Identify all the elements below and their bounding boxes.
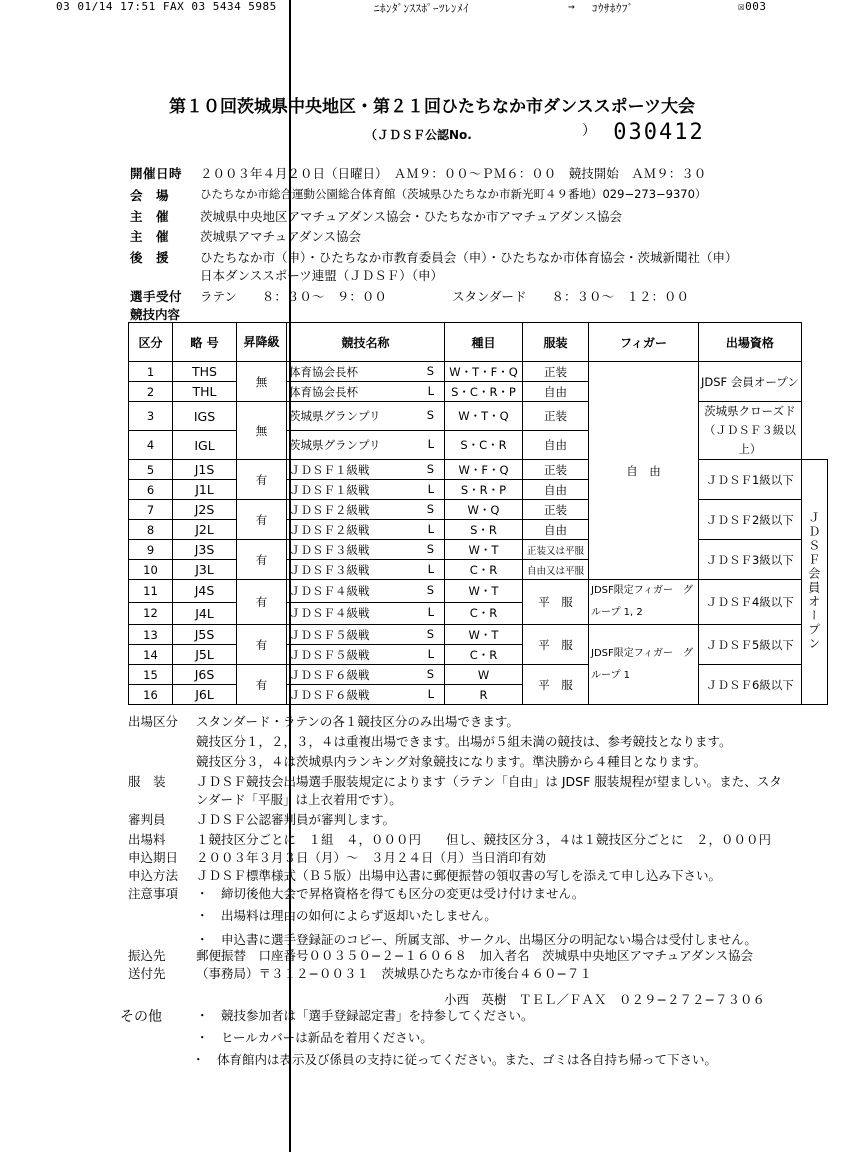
table-row [129, 625, 828, 645]
info-label: 主 催 [130, 209, 170, 224]
cell-code: J4S [173, 580, 237, 603]
info-value: ひたちなか市（申）・ひたちなか市教育委員会（申）・ひたちなか市体育協会・茨城新聞社（申） [200, 250, 738, 265]
side-gap [801, 323, 827, 362]
cell-name-text: ＪＤＳＦ２級戦 [289, 522, 370, 537]
cell-dress: 正装 [523, 402, 589, 431]
fax-sender: ﾆﾎﾝﾀﾞﾝｽｽﾎﾟｰﾂﾚﾝﾒｲ [374, 2, 469, 15]
cell-grade: 無 [237, 362, 287, 402]
cell-name [287, 520, 445, 540]
cell-name-text: ＪＤＳＦ６級戦 [289, 667, 370, 682]
cell-qualification: ＪＤＳＦ2級以下 [699, 500, 802, 540]
info-row [0, 207, 864, 225]
note-label: 注意事項 [128, 886, 179, 901]
header-code: 略 号 [173, 323, 237, 362]
cell-name [287, 602, 445, 625]
cell-name-text: ＪＤＳＦ５級戦 [289, 647, 370, 662]
page-title: 第１０回茨城県中央地区・第２１回ひたちなか市ダンススポーツ大会 [169, 97, 695, 117]
cell-name-text: ＪＤＳＦ２級戦 [289, 502, 370, 517]
cell-grade: 有 [237, 665, 287, 705]
note-line: ・ 締切後他大会で昇格資格を得ても区分の変更は受け付けません。 [196, 886, 585, 901]
cell-no: 6 [129, 480, 173, 500]
info-label: 後 援 [130, 250, 170, 265]
info-row [0, 248, 864, 266]
info-value: 茨城県アマチュアダンス協会 [200, 229, 362, 244]
side-note [801, 460, 827, 705]
fax-page: ☒003 [738, 0, 767, 13]
note-line: ・ 出場料は理由の如何によらず返却いたしません。 [196, 908, 497, 923]
fax-recipient: ｺｳｻﾎｳﾌﾞ [592, 2, 634, 15]
note-line: （事務局）〒３１２−００３１ 茨城県ひたちなか市後台４６０−７１ [196, 966, 592, 981]
cell-name-text: ＪＤＳＦ４級戦 [289, 606, 370, 621]
cell-name-text: ＪＤＳＦ６級戦 [289, 687, 370, 702]
cell-type: S [426, 626, 434, 641]
cell-name-text: ＪＤＳＦ３級戦 [289, 562, 370, 577]
header-grade: 昇降級 [237, 323, 287, 362]
cell-no: 15 [129, 665, 173, 685]
info-row [0, 266, 864, 284]
info-label: 主 催 [130, 229, 170, 244]
header-division: 区分 [129, 323, 173, 362]
cell-events: S・R [445, 520, 523, 540]
cell-dress: 平 服 [523, 665, 589, 705]
cell-name-text: ＪＤＳＦ１級戦 [289, 482, 370, 497]
cell-name [287, 665, 445, 685]
cell-type: S [426, 461, 434, 476]
cell-type: L [427, 481, 434, 496]
cell-code: J6L [173, 685, 237, 705]
cell-no: 12 [129, 602, 173, 625]
table-row [129, 665, 828, 685]
cell-code: J3L [173, 560, 237, 580]
cell-qualification: ＪＤＳＦ6級以下 [699, 665, 802, 705]
cell-no: 2 [129, 382, 173, 402]
note-label: 送付先 [128, 966, 166, 981]
cell-type: L [427, 437, 434, 451]
cell-name-text: 体育協会長杯 [289, 384, 358, 399]
fax-timestamp: 03 01/14 17:51 FAX 03 5434 5985 [56, 0, 277, 13]
side-gap [801, 431, 827, 460]
cell-code: IGL [173, 431, 237, 460]
cell-code: J5S [173, 625, 237, 645]
cell-grade: 有 [237, 540, 287, 580]
cell-dress: 平 服 [523, 580, 589, 625]
approval-number-value: 030412 [613, 120, 705, 145]
approval-number [582, 120, 705, 145]
cell-type: L [427, 383, 434, 398]
reception-latin: ラテン ８：３０〜 ９：００ [200, 289, 387, 304]
cell-events: S・R・P [445, 480, 523, 500]
approval-label: （ＪＤＳＦ公認No. [365, 128, 472, 142]
reception-label: 選手受付 [130, 289, 183, 304]
cell-type: L [427, 646, 434, 661]
note-line: ・ ヒールカバーは新品を着用ください。 [196, 1030, 433, 1045]
note-label: 出場料 [128, 832, 166, 847]
cell-code: J4L [173, 602, 237, 625]
cell-code: J1L [173, 480, 237, 500]
cell-figure-free: 自 由 [589, 362, 699, 580]
note-line: ンダード「平服」は上衣着用です）。 [196, 792, 402, 807]
cell-qualification: ＪＤＳＦ5級以下 [699, 625, 802, 665]
cell-name-text: ＪＤＳＦ１級戦 [289, 462, 370, 477]
cell-name [287, 500, 445, 520]
cell-dress: 正装 [523, 500, 589, 520]
cell-name [287, 645, 445, 665]
cell-no: 14 [129, 645, 173, 665]
cell-events: C・R [445, 645, 523, 665]
cell-figure: JDSF限定フィガー グループ 1, 2 [589, 580, 699, 625]
header-name: 競技名称 [287, 323, 445, 362]
cell-no: 5 [129, 460, 173, 480]
cell-code: THS [173, 362, 237, 382]
cell-name-text: 茨城県グランプリ [289, 409, 381, 423]
cell-grade: 有 [237, 625, 287, 665]
cell-type: L [427, 521, 434, 536]
note-label: 服 装 [128, 774, 166, 789]
cell-name-text: ＪＤＳＦ５級戦 [289, 627, 370, 642]
cell-dress: 平 服 [523, 625, 589, 665]
cell-name [287, 382, 445, 402]
fax-header [56, 0, 816, 14]
cell-dress: 自由 [523, 520, 589, 540]
cell-no: 8 [129, 520, 173, 540]
cell-name-text: ＪＤＳＦ３級戦 [289, 542, 370, 557]
cell-name-text: 体育協会長杯 [289, 364, 358, 379]
cell-events: W・T・F・Q [445, 362, 523, 382]
table-row [129, 580, 828, 603]
note-line: 小西 英樹 ＴＥＬ／ＦＡＸ ０２９−２７２−７３０６ [444, 992, 765, 1007]
side-gap [801, 382, 827, 402]
note-line: スタンダード・ラテンの各１競技区分のみ出場できます。 [196, 714, 519, 729]
side-note-text: ＪＤＳＦ会員オープン [806, 510, 821, 651]
fax-arrow: → [568, 0, 576, 13]
cell-name-text: ＪＤＳＦ４級戦 [289, 583, 370, 598]
cell-name [287, 540, 445, 560]
cell-type: S [426, 408, 434, 422]
note-line: ＪＤＳＦ標準様式（Ｂ５版）出場申込書に郵便振替の領収書の写しを添えて申し込み下さい。 [196, 868, 722, 883]
side-gap [801, 362, 827, 382]
header-dress: 服装 [523, 323, 589, 362]
cell-dress: 自由 [523, 382, 589, 402]
cell-dress: 自由 [523, 431, 589, 460]
cell-events: C・R [445, 560, 523, 580]
cell-events: W・T [445, 540, 523, 560]
table-row [129, 460, 828, 480]
cell-events: R [445, 685, 523, 705]
section-label: 競技内容 [130, 307, 181, 322]
cell-qualification: ＪＤＳＦ3級以下 [699, 540, 802, 580]
info-value: 日本ダンススポーツ連盟（ＪＤＳＦ）（申） [200, 268, 444, 283]
note-label: 申込方法 [128, 868, 179, 883]
side-gap [801, 402, 827, 431]
note-line: ・ 申込書に選手登録証のコピー、所属支部、サークル、出場区分の明記ない場合は受付しません。 [196, 932, 757, 947]
note-line: 競技区分３，４は茨城県内ランキング対象競技になります。準決勝から４種目となります。 [196, 754, 707, 769]
cell-qualification: JDSF 会員オープン [699, 362, 802, 402]
note-line: ・ 体育館内は表示及び係員の支持に従ってください。また、ゴミは各自持ち帰って下さい。 [192, 1052, 718, 1067]
cell-name-text: 茨城県グランプリ [289, 438, 381, 452]
table-row [129, 500, 828, 520]
cell-type: S [426, 501, 434, 516]
cell-qualification: ＪＤＳＦ4級以下 [699, 580, 802, 625]
cell-type: S [426, 666, 434, 681]
competition-table [128, 322, 828, 705]
header-figure: フィガー [589, 323, 699, 362]
info-value: ひたちなか市総合運動公園総合体育館（茨城県ひたちなか市新光町４９番地）029−273−9370） [200, 187, 707, 201]
cell-type: L [427, 605, 434, 620]
note-line: ＪＤＳＦ競技会出場選手服装規定によります（ラテン「自由」は JDSF 服装規程が望ましい。また、スタ [196, 774, 782, 789]
cell-code: J5L [173, 645, 237, 665]
cell-no: 16 [129, 685, 173, 705]
cell-no: 11 [129, 580, 173, 603]
cell-name [287, 580, 445, 603]
cell-events: C・R [445, 602, 523, 625]
table-row [129, 362, 828, 382]
cell-grade: 有 [237, 460, 287, 500]
cell-dress: 正装又は平服 [523, 540, 589, 560]
info-row [0, 186, 864, 204]
info-label: 開催日時 [130, 166, 183, 181]
cell-type: S [426, 363, 434, 378]
cell-events: W・T [445, 625, 523, 645]
cell-events: W・Q [445, 500, 523, 520]
cell-code: J2L [173, 520, 237, 540]
approval-close: ） [582, 123, 598, 139]
cell-events: W・T [445, 580, 523, 603]
cell-code: J2S [173, 500, 237, 520]
cell-grade: 有 [237, 580, 287, 625]
cell-code: IGS [173, 402, 237, 431]
cell-no: 1 [129, 362, 173, 382]
cell-events: W [445, 665, 523, 685]
cell-no: 7 [129, 500, 173, 520]
cell-type: S [426, 582, 434, 597]
note-line: 郵便振替 口座番号００３５０−２−１６０６８ 加入者名 茨城県中央地区アマチュアダンス協会 [196, 948, 753, 963]
reception-row [0, 287, 864, 305]
cell-qualification: ＪＤＳＦ1級以下 [699, 460, 802, 500]
reception-standard: スタンダード ８：３０〜 １２：００ [452, 289, 690, 304]
cell-no: 13 [129, 625, 173, 645]
table-header-row [129, 323, 828, 362]
note-line: ２００３年３月３日（月）〜 ３月２４日（月）当日消印有効 [196, 850, 547, 865]
cell-code: J1S [173, 460, 237, 480]
cell-name [287, 560, 445, 580]
cell-qualification: 茨城県クローズド（ＪＤＳＦ３級以上） [699, 402, 802, 460]
cell-name [287, 431, 445, 460]
cell-events: W・T・Q [445, 402, 523, 431]
note-line: 競技区分１，２，３，４は重複出場できます。出場が５組未満の競技は、参考競技となります。 [196, 734, 732, 749]
cell-name [287, 480, 445, 500]
cell-figure: JDSF限定フィガー グループ 1 [589, 625, 699, 705]
cell-type: S [426, 541, 434, 556]
cell-dress: 正装 [523, 460, 589, 480]
cell-dress: 正装 [523, 362, 589, 382]
cell-name [287, 362, 445, 382]
cell-dress: 自由 [523, 480, 589, 500]
cell-dress: 自由又は平服 [523, 560, 589, 580]
note-line: ・ 競技参加者は「選手登録認定書」を持参してください。 [196, 1008, 534, 1023]
info-value: ２００３年４月２０日（日曜日） ＡＭ９：００〜ＰＭ６：００ 競技開始 ＡＭ９：３０ [200, 166, 707, 181]
table-row [129, 402, 828, 431]
cell-events: S・C・R・P [445, 382, 523, 402]
header-qualification: 出場資格 [699, 323, 802, 362]
note-label: 振込先 [128, 948, 166, 963]
cell-grade: 有 [237, 500, 287, 540]
info-row [0, 227, 864, 245]
cell-name [287, 460, 445, 480]
table-row [129, 540, 828, 560]
info-row [0, 164, 864, 182]
cell-no: 9 [129, 540, 173, 560]
info-label: 会 場 [130, 188, 170, 203]
cell-code: J6S [173, 665, 237, 685]
cell-grade: 無 [237, 402, 287, 460]
cell-code: J3S [173, 540, 237, 560]
info-value: 茨城県中央地区アマチュアダンス協会・ひたちなか市アマチュアダンス協会 [200, 209, 623, 224]
note-line: ＪＤＳＦ公認審判員が審判します。 [196, 812, 396, 827]
cell-events: W・F・Q [445, 460, 523, 480]
note-line: １競技区分ごとに １組 ４，０００円 但し、競技区分３，４は１競技区分ごとに ２，０００円 [196, 832, 772, 847]
header-events: 種目 [445, 323, 523, 362]
note-label: その他 [120, 1009, 162, 1025]
cell-name [287, 625, 445, 645]
note-label: 申込期日 [128, 850, 179, 865]
note-label: 審判員 [128, 812, 166, 827]
cell-no: 4 [129, 431, 173, 460]
cell-type: L [427, 686, 434, 701]
cell-events: S・C・R [445, 431, 523, 460]
cell-no: 3 [129, 402, 173, 431]
note-label: 出場区分 [128, 714, 179, 729]
cell-name [287, 685, 445, 705]
cell-type: L [427, 561, 434, 576]
cell-name [287, 402, 445, 431]
cell-no: 10 [129, 560, 173, 580]
cell-code: THL [173, 382, 237, 402]
